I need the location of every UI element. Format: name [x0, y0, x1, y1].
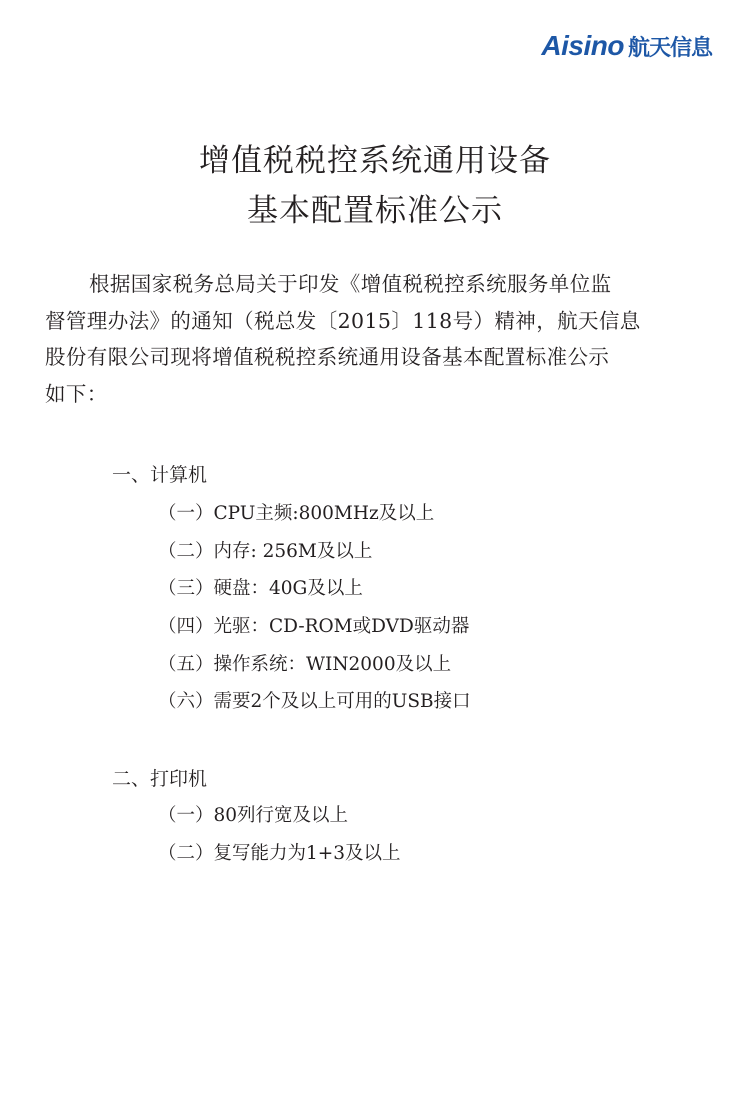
spec-item-memory: （二）内存: 256M及以上 [158, 541, 373, 562]
spec-item-copy-capability: （二）复写能力为1+3及以上 [158, 843, 401, 864]
intro-paragraph [45, 266, 710, 412]
spec-item-line-width: （一）80列行宽及以上 [158, 805, 349, 826]
intro-line: 股份有限公司现将增值税税控系统通用设备基本配置标准公示 [45, 345, 610, 369]
section-heading-computer: 一、计算机 [112, 464, 208, 486]
aisino-logo [541, 30, 712, 62]
intro-line: 督管理办法》的通知（税总发〔2015〕118号）精神，航天信息 [45, 308, 641, 333]
document-title-line-1: 增值税税控系统通用设备 [199, 143, 551, 179]
spec-item-os: （五）操作系统：WIN2000及以上 [158, 654, 452, 675]
spec-item-hard-disk: （三）硬盘：40G及以上 [158, 578, 363, 599]
document-title-line-2: 基本配置标准公示 [247, 193, 503, 229]
intro-line: 如下： [45, 381, 108, 406]
logo-chinese-name: 航天信息 [627, 36, 712, 61]
spec-item-cpu: （一）CPU主频:800MHz及以上 [158, 503, 435, 524]
spec-item-optical-drive: （四）光驱：CD-ROM或DVD驱动器 [158, 616, 470, 637]
intro-line: 根据国家税务总局关于印发《增值税税控系统服务单位监 [89, 272, 612, 296]
logo-wordmark: Aisino [541, 30, 624, 61]
spec-item-usb: （六）需要2个及以上可用的USB接口 [158, 691, 471, 712]
section-heading-printer: 二、打印机 [112, 768, 208, 790]
